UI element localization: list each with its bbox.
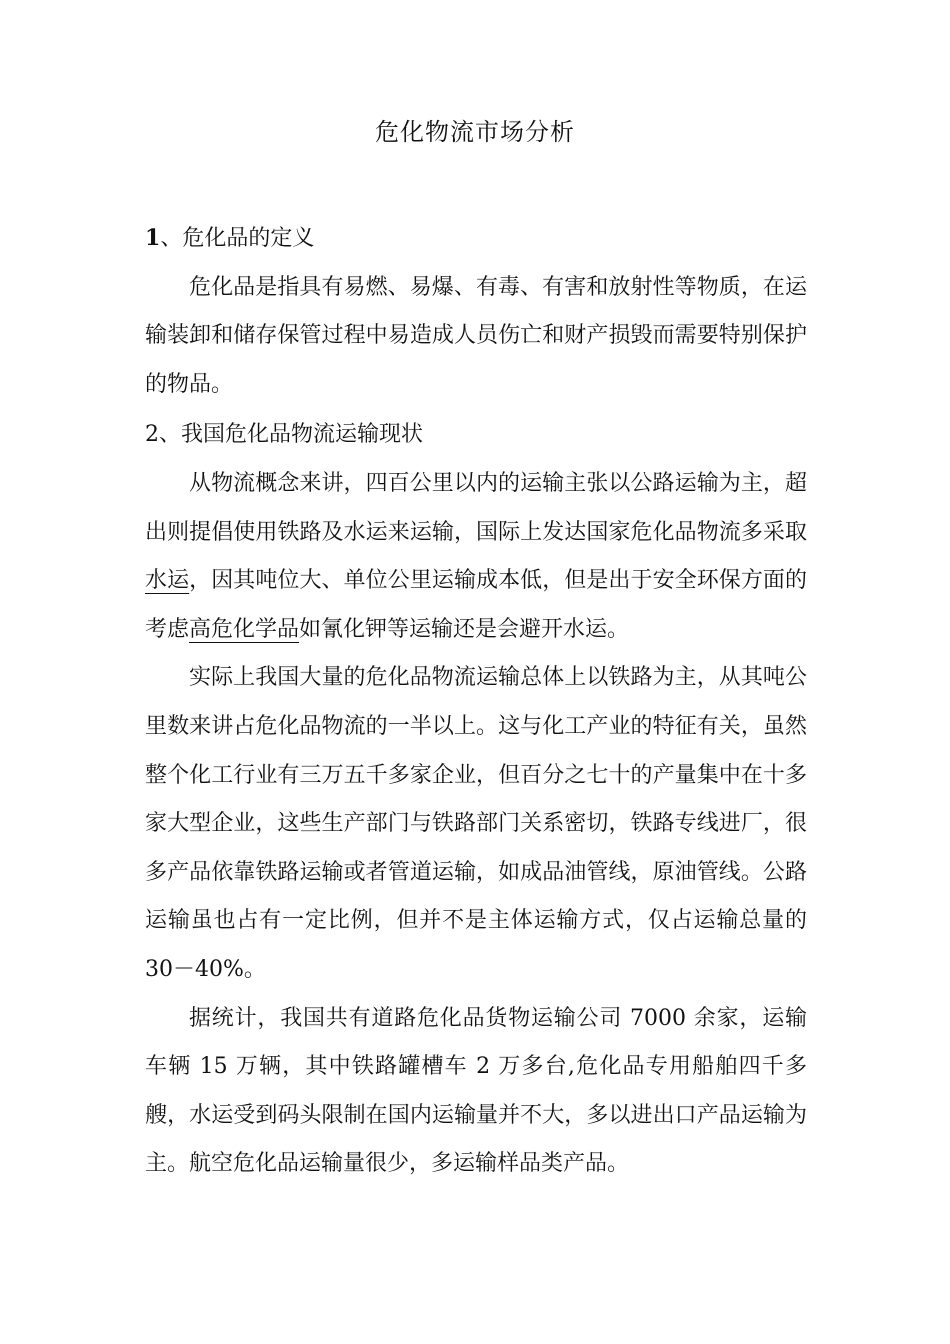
document-body — [145, 212, 807, 1189]
paragraph-text: 从物流概念来讲，四百公里以内的运输主张以公路运输为主，超出则提倡使用铁路及水运来运输，国际上发达国家危化品物流多采取 — [145, 470, 807, 545]
link-high-hazard-chemicals[interactable]: 高危化学品 — [189, 616, 300, 642]
section-2-paragraph-1 — [145, 460, 807, 654]
section-2-paragraph-2: 实际上我国大量的危化品物流运输总体上以铁路为主，从其吨公里数来讲占危化品物流的一半以上。这与化工产业的特征有关，虽然整个化工行业有三万五千多家企业，但百分之七十的产量集中在十多家大型企业，这些生产部门与铁路部门关系密切，铁路专线进厂，很多产品依靠铁路运输或者管道运输，如成品油管线，原油管线。公路运输虽也占有一定比例，但并不是主体运输方式，仅占运输总量的30－40%。 — [145, 665, 807, 982]
section-1-heading — [145, 214, 807, 264]
paragraph-text: ，因其吨位大、单位公里运输成本低，但是出于安全环保方面的考虑 — [145, 568, 807, 642]
section-1-heading-text: 、危化品的定义 — [160, 226, 315, 251]
link-water-transport[interactable]: 水运 — [145, 568, 190, 594]
document-title: 危化物流市场分析 — [375, 118, 575, 146]
section-2-heading: 2、我国危化品物流运输现状 — [145, 422, 423, 448]
section-1-number: 1 — [145, 225, 161, 251]
section-2-paragraph-3: 据统计，我国共有道路危化品货物运输公司 7000 余家，运输车辆 15 万辆，其中铁路罐槽车 2 万多台,危化品专用船舶四千多艘，水运受到码头限制在国内运输量并不大，多以进出口产品运输为主。航空危化品运输量很少，多运输样品类产品。 — [145, 1005, 807, 1177]
section-1-paragraph: 危化品是指具有易燃、易爆、有毒、有害和放射性等物质，在运输装卸和储存保管过程中易造成人员伤亡和财产损毁而需要特别保护的物品。 — [145, 274, 807, 397]
paragraph-text: 如氰化钾等运输还是会避开水运。 — [299, 616, 630, 642]
